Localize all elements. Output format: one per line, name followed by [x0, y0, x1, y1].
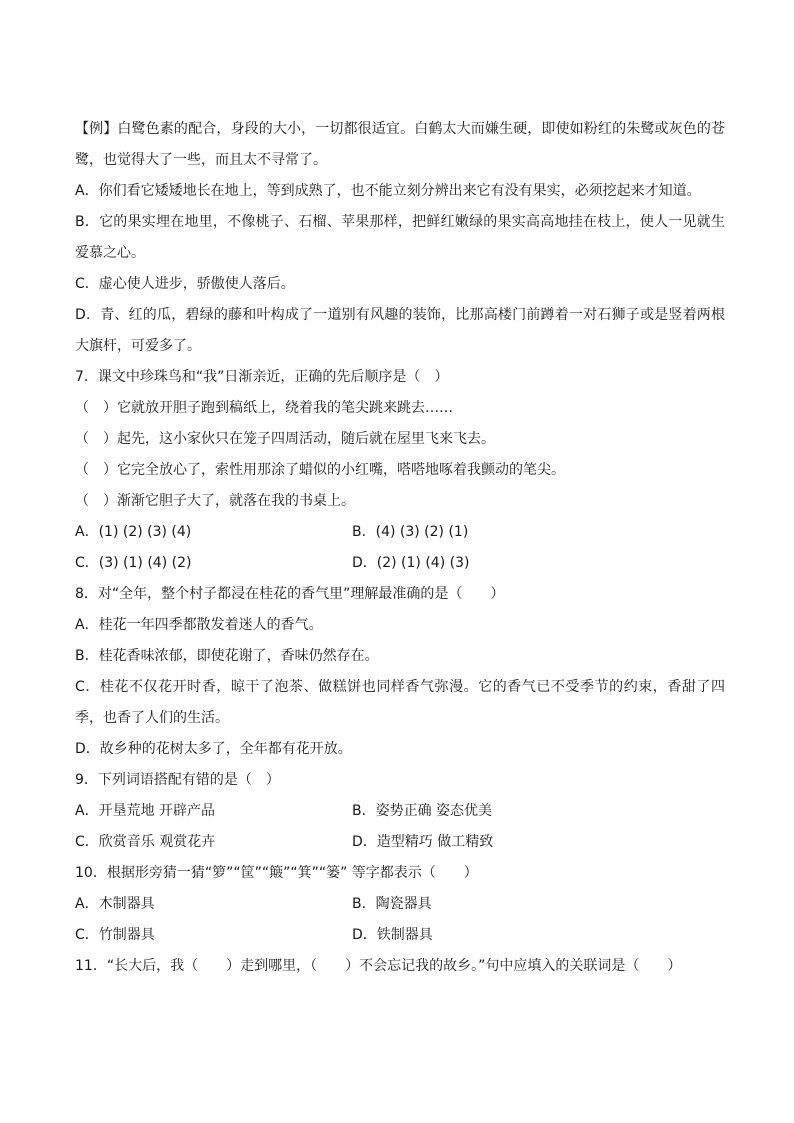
- question-7-option-a: A．(1) (2) (3) (4): [75, 524, 192, 540]
- question-10-option-a: A．木制器具: [75, 896, 155, 912]
- question-9-options-row-2: [75, 827, 725, 858]
- question-9-option-a: A．开垦荒地 开辟产品: [75, 803, 216, 819]
- question-7-item-2: （ ）起先，这小家伙只在笼子四周活动，随后就在屋里飞来飞去。: [75, 431, 495, 447]
- question-7-item-1: （ ）它就放开胆子跑到稿纸上，绕着我的笔尖跳来跳去……: [75, 400, 453, 416]
- question-10-stem: 10．根据形旁猜一猜“箩”“筐”“簸”“箕”“篓” 等字都表示（ ）: [75, 865, 478, 881]
- question-9-option-b: B．姿势正确 姿态优美: [352, 803, 493, 819]
- example-option-c: C．虚心使人进步，骄傲使人落后。: [75, 276, 295, 292]
- question-7-options-row-1: [75, 517, 725, 548]
- question-9-options-row-1: [75, 796, 725, 827]
- question-8-option-d: D．故乡种的花树太多了，全年都有花开放。: [75, 741, 352, 757]
- question-8-option-b: B．桂花香味浓郁，即使花谢了，香味仍然存在。: [75, 648, 379, 664]
- question-9-stem: 9．下列词语搭配有错的是（ ）: [75, 772, 280, 788]
- question-10-option-d: D．铁制器具: [352, 927, 433, 943]
- question-10-options-row-1: [75, 889, 725, 920]
- question-11-stem: 11．“长大后，我（ ）走到哪里，（ ）不会忘记我的故乡。”句中应填入的关联词是（ ）: [75, 958, 682, 974]
- question-7-option-d: D．(2) (1) (4) (3): [352, 555, 470, 571]
- question-8-stem: 8．对“全年，整个村子都浸在桂花的香气里”理解最准确的是（ ）: [75, 586, 505, 602]
- question-10-options-row-2: [75, 920, 725, 951]
- question-7-option-b: B．(4) (3) (2) (1): [352, 524, 469, 540]
- question-7-options-row-2: [75, 548, 725, 579]
- example-option-a: A．你们看它矮矮地长在地上，等到成熟了，也不能立刻分辨出来它有没有果实，必须挖起来才知道。: [75, 183, 701, 199]
- question-8-option-a: A．桂花一年四季都散发着迷人的香气。: [75, 617, 323, 633]
- question-10-option-b: B．陶瓷器具: [352, 896, 432, 912]
- question-8-option-c: C．桂花不仅花开时香，晾干了泡茶、做糕饼也同样香气弥漫。它的香气已不受季节的约束，香甜了四季，也香了人们的生活。: [75, 679, 725, 726]
- question-7-item-3: （ ）它完全放心了，索性用那涂了蜡似的小红嘴，嗒嗒地啄着我颤动的笔尖。: [75, 462, 565, 478]
- question-7-option-c: C．(3) (1) (4) (2): [75, 555, 192, 571]
- example-option-b: B．它的果实埋在地里，不像桃子、石榴、苹果那样，把鲜红嫩绿的果实高高地挂在枝上，使人一见就生爱慕之心。: [75, 214, 725, 261]
- question-9-option-d: D．造型精巧 做工精致: [352, 834, 494, 850]
- example-intro: 【例】白鹭色素的配合，身段的大小，一切都很适宜。白鹤太大而嫌生硬，即使如粉红的朱鹭或灰色的苍鹭，也觉得大了一些，而且太不寻常了。: [75, 121, 725, 168]
- example-option-d: D．青、红的瓜，碧绿的藤和叶构成了一道别有风趣的装饰，比那高楼门前蹲着一对石狮子或是竖着两根大旗杆，可爱多了。: [75, 307, 725, 354]
- question-7-item-4: （ ）渐渐它胆子大了，就落在我的书桌上。: [75, 493, 355, 509]
- question-10-option-c: C．竹制器具: [75, 927, 155, 943]
- question-7-stem: 7．课文中珍珠鸟和“我”日渐亲近，正确的先后顺序是（ ）: [75, 369, 449, 385]
- question-9-option-c: C．欣赏音乐 观赏花卉: [75, 834, 216, 850]
- document-page: [75, 114, 725, 982]
